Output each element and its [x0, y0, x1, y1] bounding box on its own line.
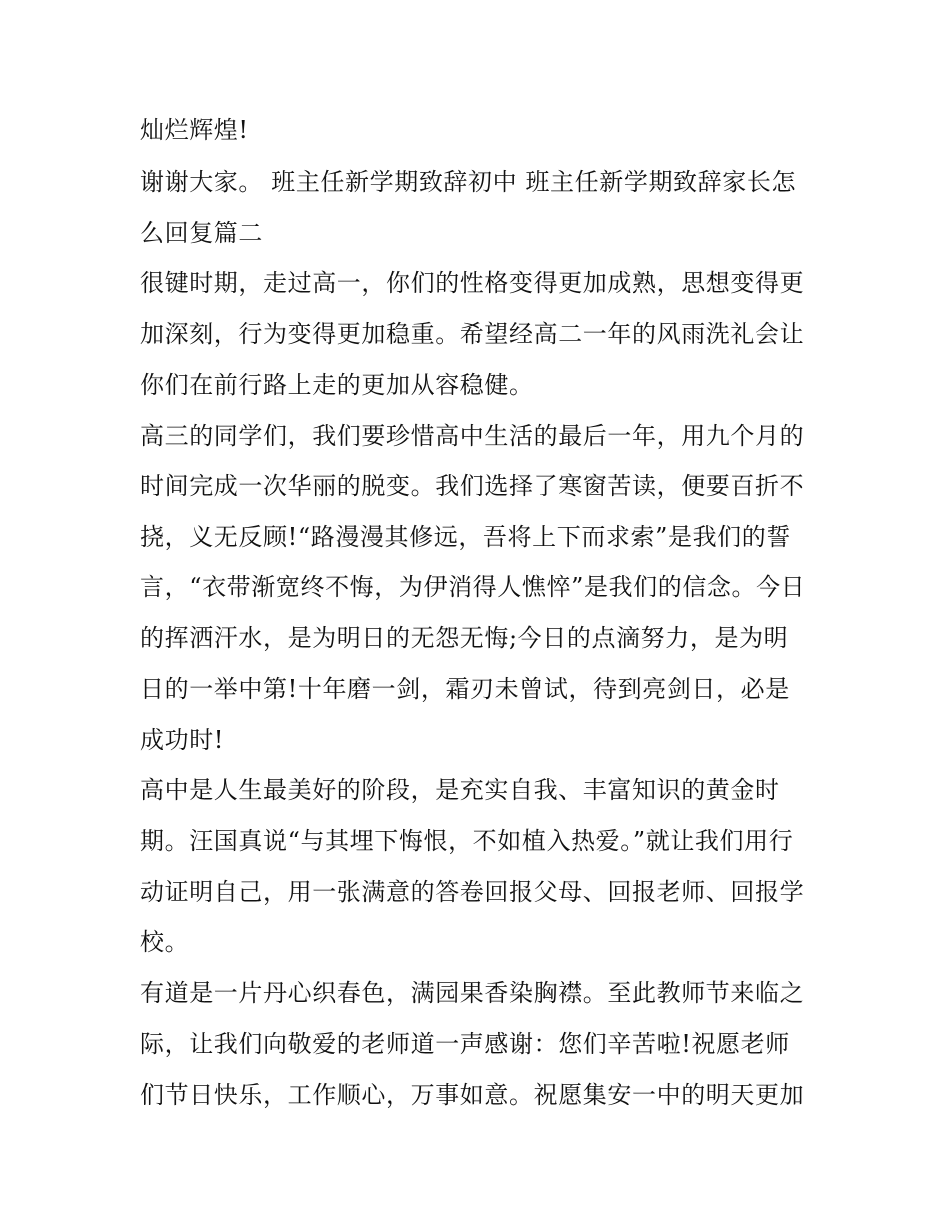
- text-line: 挠，义无反顾!“路漫漫其修远，吾将上下而求索”是我们的誓: [140, 523, 791, 551]
- text-line: 们节日快乐，工作顺心，万事如意。祝愿集安一中的明天更加: [140, 1081, 805, 1109]
- text-line: 言，“衣带渐宽终不悔，为伊消得人憔悴”是我们的信念。今日: [140, 573, 806, 601]
- text-line: 么回复篇二: [140, 219, 263, 247]
- text-line: 灿烂辉煌!: [140, 116, 249, 144]
- text-line: 动证明自己，用一张满意的答卷回报父母、回报老师、回报学: [140, 878, 805, 906]
- text-line: 期。汪国真说“与其埋下悔恨，不如植入热爱。”就让我们用行: [140, 827, 794, 855]
- text-line: 加深刻，行为变得更加稳重。希望经高二一年的风雨洗礼会让: [140, 320, 805, 348]
- text-line: 成功时!: [140, 726, 225, 754]
- text-line: 高三的同学们，我们要珍惜高中生活的最后一年，用九个月的: [140, 422, 805, 450]
- text-line: 有道是一片丹心织春色，满园果香染胸襟。至此教师节来临之: [140, 979, 805, 1007]
- text-line: 时间完成一次华丽的脱变。我们选择了寒窗苦读，便要百折不: [140, 472, 805, 500]
- text-line: 你们在前行路上走的更加从容稳健。: [140, 371, 534, 399]
- text-line: 校。: [140, 928, 190, 956]
- text-line: 际，让我们向敬爱的老师道一声感谢：您们辛苦啦!祝愿老师: [140, 1030, 790, 1058]
- text-line: 很键时期，走过高一，你们的性格变得更加成熟，思想变得更: [140, 269, 805, 297]
- text-line: 谢谢大家。 班主任新学期致辞初中 班主任新学期致辞家长怎: [140, 168, 797, 196]
- text-line: 高中是人生最美好的阶段，是充实自我、丰富知识的黄金时: [140, 776, 780, 804]
- text-line: 日的一举中第!十年磨一剑，霜刃未曾试，待到亮剑日，必是: [140, 675, 790, 703]
- text-line: 的挥洒汗水，是为明日的无怨无悔;今日的点滴努力，是为明: [140, 624, 789, 652]
